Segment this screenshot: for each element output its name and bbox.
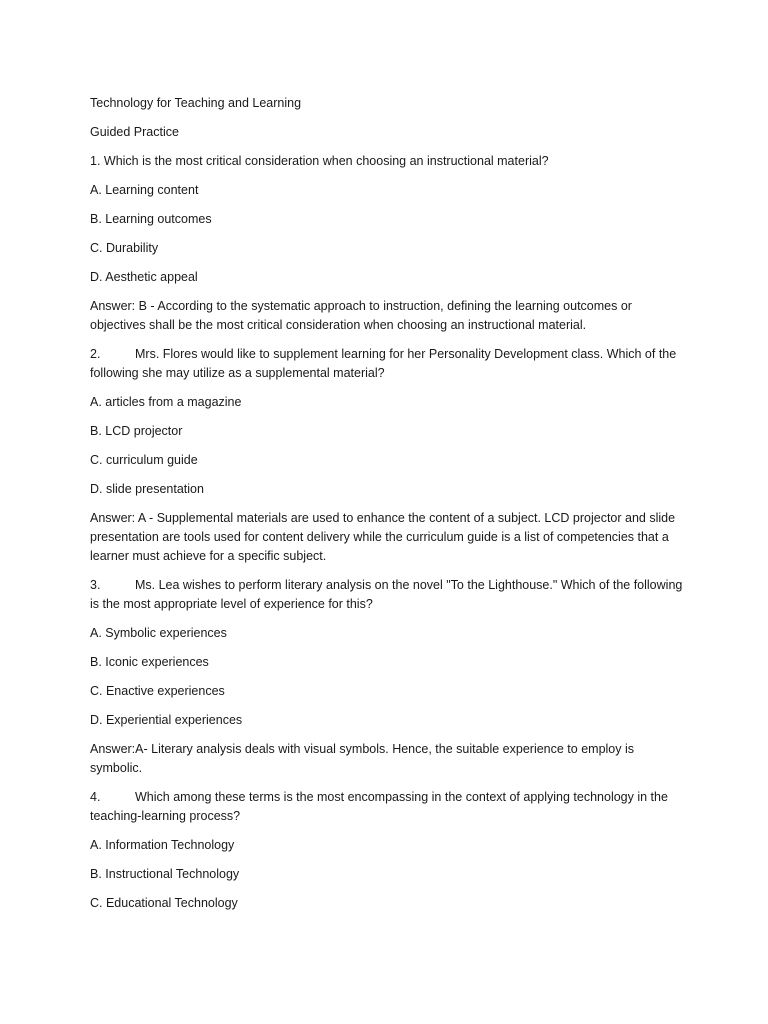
answer-text: Answer: B - According to the systematic approach to instruction, defining the learning outcomes or objectives shall be the most critical consideration when choosing an instructional material.	[90, 299, 632, 332]
question-body: Ms. Lea wishes to perform literary analysis on the novel "To the Lighthouse." Which of the following is the most appropriate level of experience for this?	[90, 578, 683, 611]
question-block	[90, 152, 684, 335]
option-b: B. LCD projector	[90, 424, 183, 438]
option-b: B. Iconic experiences	[90, 655, 209, 669]
question-block	[90, 576, 684, 778]
question-text	[90, 788, 684, 826]
option-b: B. Learning outcomes	[90, 212, 212, 226]
option-a: A. Symbolic experiences	[90, 626, 227, 640]
option-c: C. Enactive experiences	[90, 684, 225, 698]
document-title: Technology for Teaching and Learning	[90, 96, 302, 110]
question-number: 4.	[90, 790, 101, 804]
option-b: B. Instructional Technology	[90, 867, 240, 881]
option-d: D. Experiential experiences	[90, 713, 243, 727]
option-a: A. articles from a magazine	[90, 395, 242, 409]
question-number: 1.	[90, 154, 104, 168]
question-number: 3.	[90, 578, 101, 592]
question-text	[90, 152, 684, 171]
question-block	[90, 345, 684, 566]
question-text	[90, 345, 684, 383]
option-a: A. Information Technology	[90, 838, 235, 852]
question-body: Which is the most critical consideration when choosing an instructional material?	[103, 154, 549, 168]
question-block	[90, 788, 684, 913]
answer-text: Answer: A - Supplemental materials are used to enhance the content of a subject. LCD projector and slide presentation are tools used for content delivery while the curriculum guide is a list of competencies that a learner must achieve for a specific subject.	[90, 511, 676, 563]
option-d: D. slide presentation	[90, 482, 204, 496]
question-body: Mrs. Flores would like to supplement learning for her Personality Development class. Which of the following she may utilize as a supplemental material?	[90, 347, 677, 380]
option-d: D. Aesthetic appeal	[90, 270, 198, 284]
option-c: C. curriculum guide	[90, 453, 198, 467]
option-a: A. Learning content	[90, 183, 199, 197]
question-body: Which among these terms is the most encompassing in the context of applying technology in the teaching-learning process?	[90, 790, 668, 823]
answer-text: Answer:A- Literary analysis deals with visual symbols. Hence, the suitable experience to employ is symbolic.	[90, 742, 634, 775]
option-c: C. Durability	[90, 241, 159, 255]
question-number: 2.	[90, 347, 101, 361]
document-subtitle: Guided Practice	[90, 125, 179, 139]
option-c: C. Educational Technology	[90, 896, 238, 910]
question-text	[90, 576, 684, 614]
